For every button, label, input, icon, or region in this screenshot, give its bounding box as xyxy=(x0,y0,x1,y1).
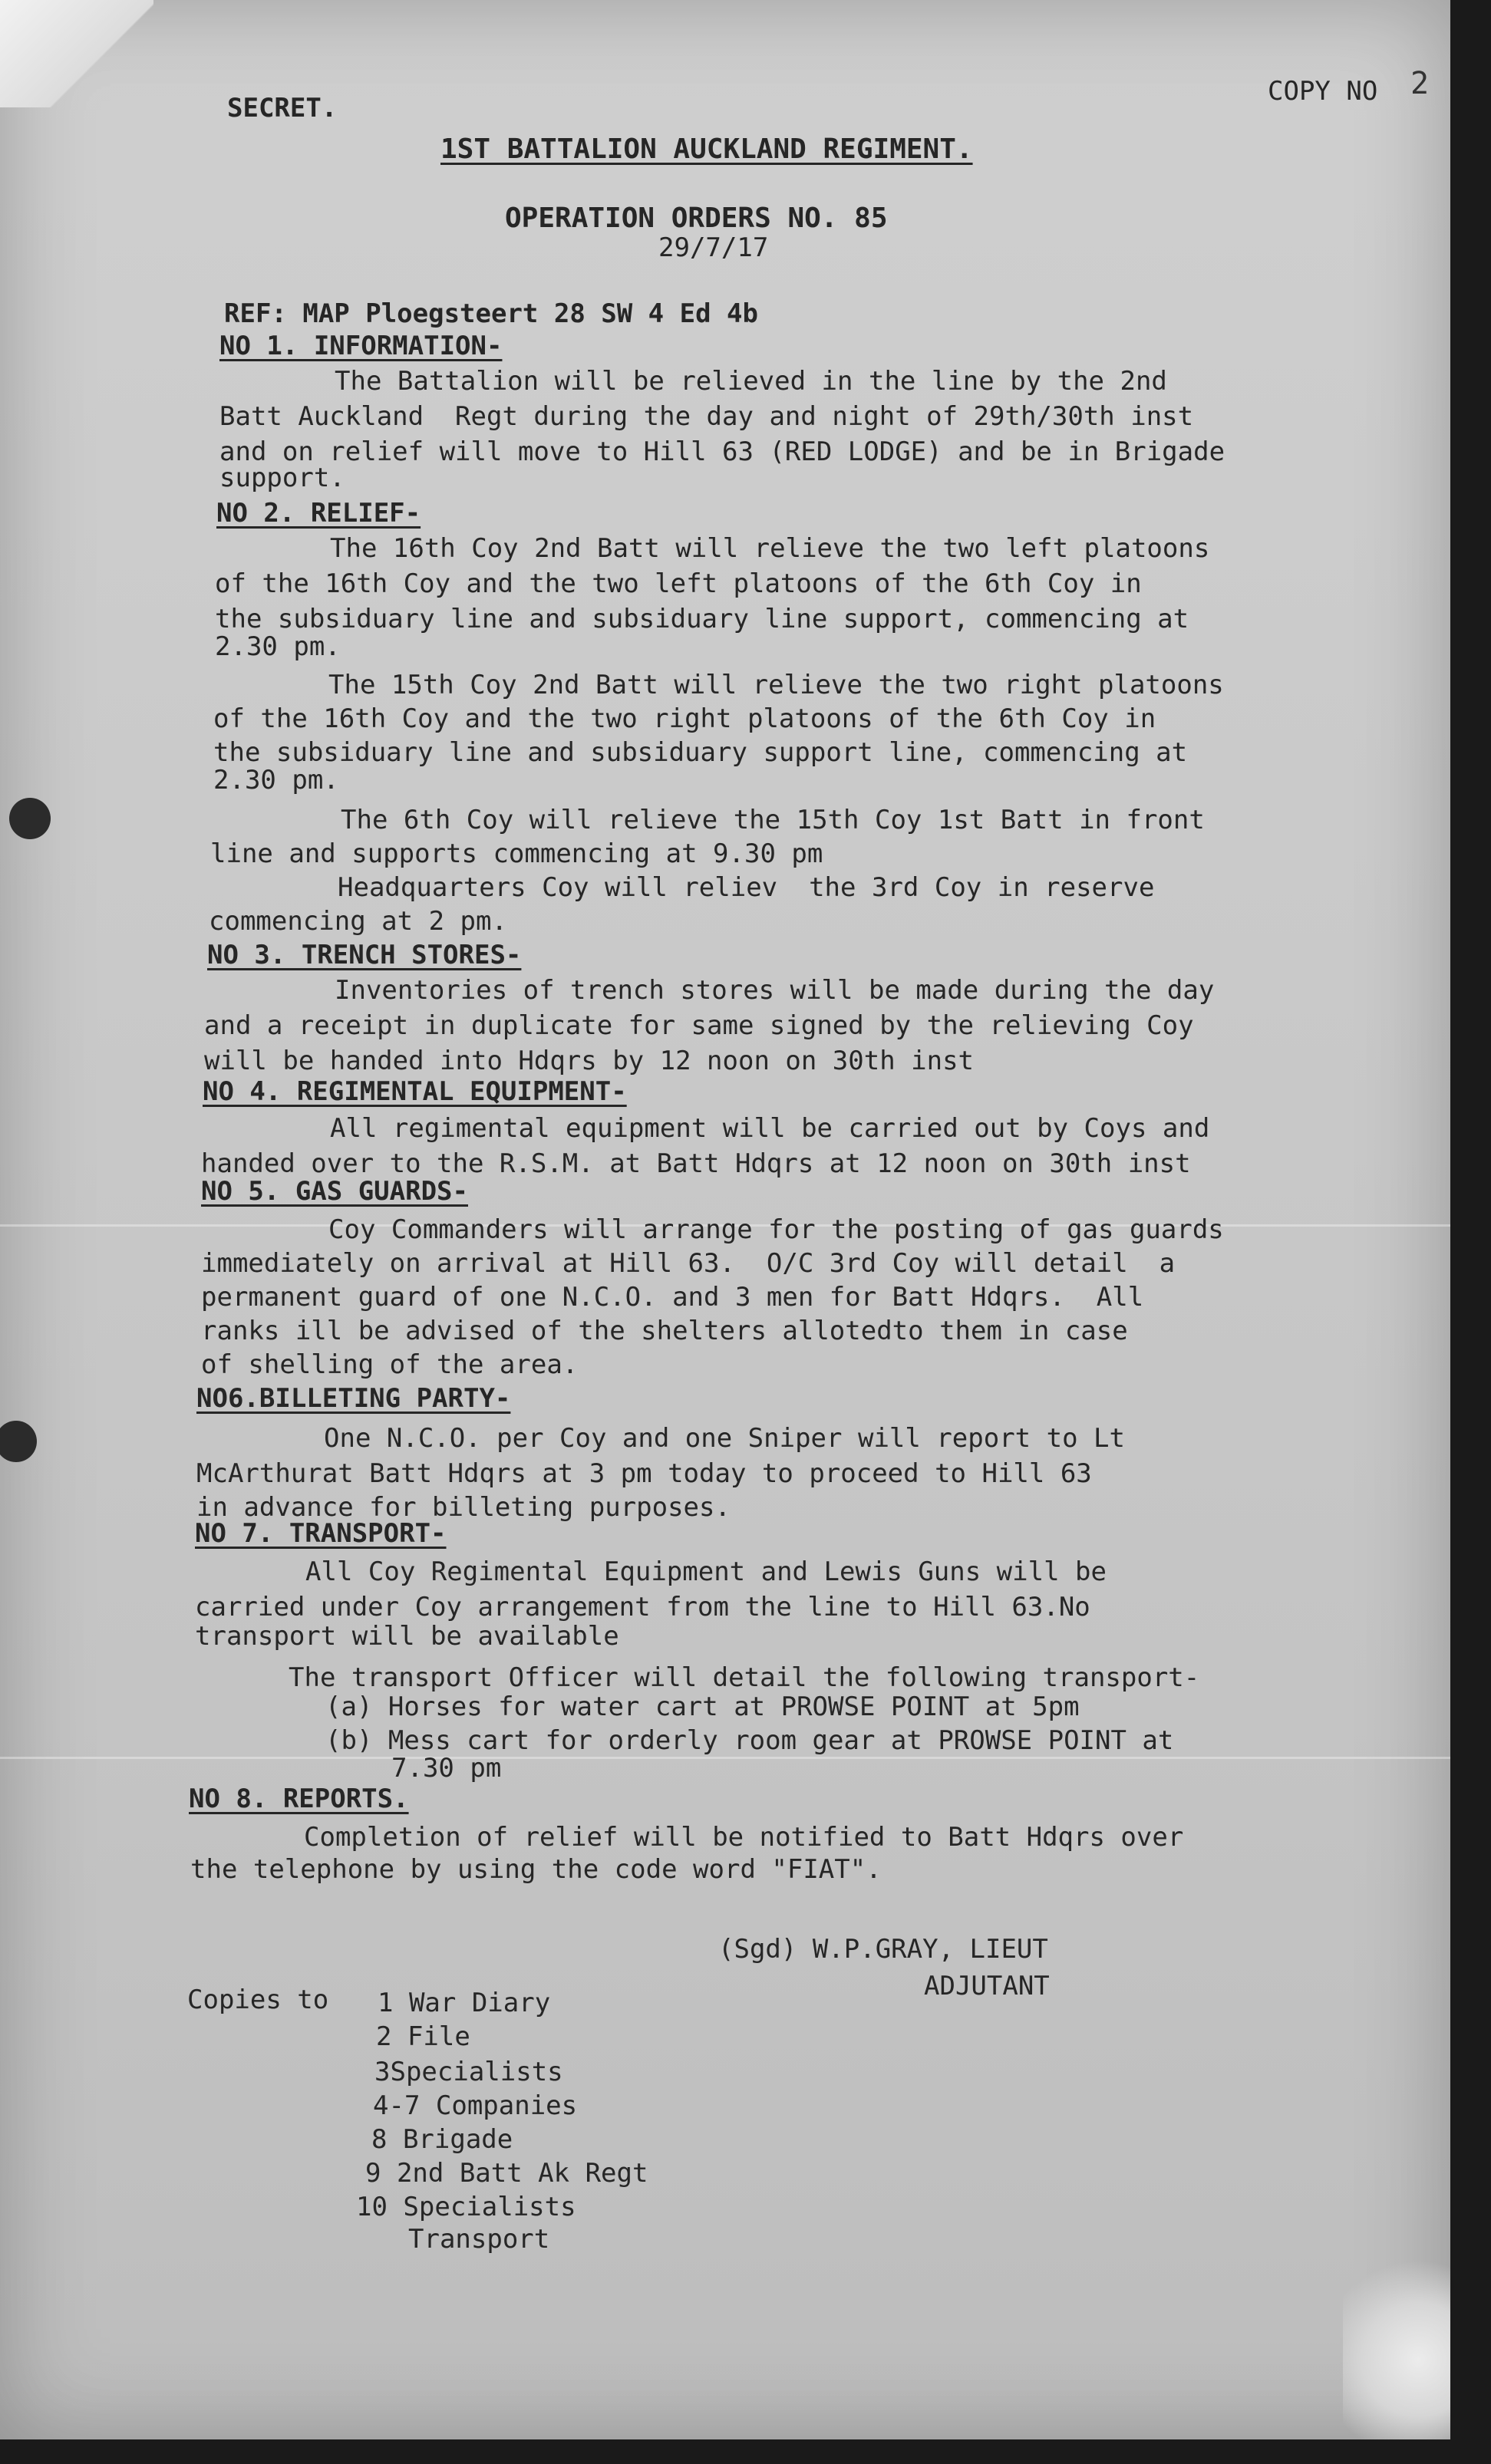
body-line: Coy Commanders will arrange for the posting of gas guards xyxy=(328,1214,1224,1245)
body-line: (a) Horses for water cart at PROWSE POINT at 5pm xyxy=(325,1692,1080,1722)
section-heading: NO6.BILLETING PARTY- xyxy=(196,1383,511,1414)
section-heading: NO 5. GAS GUARDS- xyxy=(201,1176,468,1207)
body-line: 7.30 pm xyxy=(391,1753,502,1784)
copies-item: 9 2nd Batt Ak Regt xyxy=(365,2158,648,2189)
map-reference: REF: MAP Ploegsteert 28 SW 4 Ed 4b xyxy=(224,298,758,329)
body-line: and a receipt in duplicate for same signed by the relieving Coy xyxy=(204,1010,1194,1041)
body-line: Headquarters Coy will reliev the 3rd Coy in reserve xyxy=(338,872,1155,903)
body-line: All regimental equipment will be carried out by Coys and xyxy=(330,1113,1210,1144)
copy-number: 2 xyxy=(1410,66,1430,101)
body-line: Completion of relief will be notified to Batt Hdqrs over xyxy=(304,1822,1184,1853)
body-line: handed over to the R.S.M. at Batt Hdqrs at 12 noon on 30th inst xyxy=(201,1148,1191,1179)
copies-item: 8 Brigade xyxy=(371,2124,513,2155)
copies-item: 10 Specialists xyxy=(356,2192,576,2222)
body-line: of shelling of the area. xyxy=(201,1349,579,1380)
copies-label: Copies to xyxy=(187,1985,329,2015)
body-line: 2.30 pm. xyxy=(213,765,339,796)
body-line: Inventories of trench stores will be made during the day xyxy=(335,975,1215,1006)
copies-item: 4-7 Companies xyxy=(373,2090,578,2121)
body-line: McArthurat Batt Hdqrs at 3 pm today to proceed to Hill 63 xyxy=(196,1458,1092,1489)
body-line: One N.C.O. per Coy and one Sniper will report to Lt xyxy=(324,1423,1125,1454)
body-line: support. xyxy=(219,463,345,493)
copies-item: Transport xyxy=(408,2224,550,2255)
body-line: the subsiduary line and subsiduary support line, commencing at xyxy=(213,737,1188,768)
copies-item: 3Specialists xyxy=(374,2057,563,2087)
signature-rank: ADJUTANT xyxy=(924,1971,1050,2001)
order-title: OPERATION ORDERS NO. 85 xyxy=(505,203,888,234)
signature-line: (Sgd) W.P.GRAY, LIEUT xyxy=(718,1934,1048,1965)
body-line: in advance for billeting purposes. xyxy=(196,1492,731,1523)
body-line: 2.30 pm. xyxy=(215,631,341,662)
body-line: Batt Auckland Regt during the day and night of 29th/30th inst xyxy=(219,401,1194,432)
body-line: commencing at 2 pm. xyxy=(209,906,507,937)
section-heading: NO 1. INFORMATION- xyxy=(219,331,503,361)
classification-label: SECRET. xyxy=(227,93,338,124)
body-line: The 16th Coy 2nd Batt will relieve the two left platoons xyxy=(330,533,1210,564)
section-heading: NO 2. RELIEF- xyxy=(216,498,421,529)
body-line: (b) Mess cart for orderly room gear at PROWSE POINT at xyxy=(325,1725,1174,1756)
body-line: immediately on arrival at Hill 63. O/C 3rd Coy will detail a xyxy=(201,1248,1176,1279)
body-line: the telephone by using the code word "FIAT". xyxy=(190,1854,882,1885)
body-line: The 15th Coy 2nd Batt will relieve the two right platoons xyxy=(328,670,1224,700)
body-line: the subsiduary line and subsiduary line support, commencing at xyxy=(215,604,1189,634)
body-line: ranks ill be advised of the shelters allotedto them in case xyxy=(201,1316,1128,1346)
body-line: permanent guard of one N.C.O. and 3 men for Batt Hdqrs. All xyxy=(201,1282,1144,1313)
copy-label: COPY NO xyxy=(1268,76,1378,107)
body-line: of the 16th Coy and the two left platoons of the 6th Coy in xyxy=(215,568,1142,599)
section-heading: NO 3. TRENCH STORES- xyxy=(207,940,522,970)
section-heading: NO 8. REPORTS. xyxy=(189,1784,409,1814)
body-line: The transport Officer will detail the following transport- xyxy=(289,1662,1200,1693)
section-heading: NO 4. REGIMENTAL EQUIPMENT- xyxy=(203,1076,627,1107)
body-line: All Coy Regimental Equipment and Lewis Guns will be xyxy=(305,1556,1107,1587)
body-line: carried under Coy arrangement from the line to Hill 63.No xyxy=(195,1592,1090,1622)
order-date: 29/7/17 xyxy=(658,232,769,263)
body-line: The Battalion will be relieved in the line by the 2nd xyxy=(335,366,1167,397)
section-heading: NO 7. TRANSPORT- xyxy=(195,1518,447,1549)
body-line: of the 16th Coy and the two right platoons of the 6th Coy in xyxy=(213,703,1156,734)
unit-heading: 1ST BATTALION AUCKLAND REGIMENT. xyxy=(440,133,973,165)
body-line: line and supports commencing at 9.30 pm xyxy=(210,838,823,869)
copies-item: 1 War Diary xyxy=(378,1988,551,2018)
copies-item: 2 File xyxy=(376,2021,470,2052)
body-line: transport will be available xyxy=(195,1621,619,1652)
body-line: The 6th Coy will relieve the 15th Coy 1st Batt in front xyxy=(341,805,1205,835)
body-line: will be handed into Hdqrs by 12 noon on 30th inst xyxy=(204,1046,975,1076)
body-line: and on relief will move to Hill 63 (RED LODGE) and be in Brigade xyxy=(219,436,1225,467)
